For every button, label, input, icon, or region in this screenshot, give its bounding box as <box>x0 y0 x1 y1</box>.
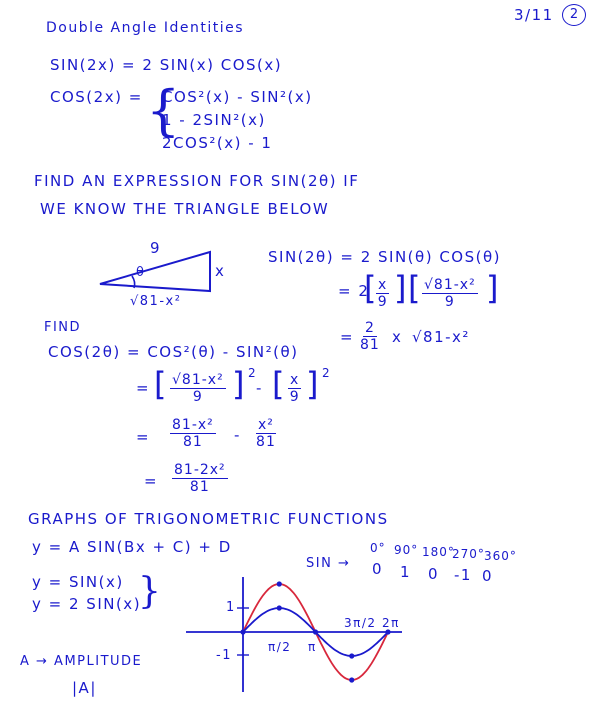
fraction-numerator: 81-x² <box>172 417 214 433</box>
fraction-denominator: 81 <box>256 434 276 450</box>
triangle-angle-label: θ <box>136 265 146 280</box>
fraction-denominator: 81 <box>360 337 380 353</box>
cos-case-2: 1 - 2SIN²(x) <box>162 111 266 129</box>
general-form-equation: y = A SIN(Bx + C) + D <box>32 538 232 556</box>
sin2theta-final-root: √81-x² <box>412 328 470 346</box>
sin2theta-eq3-prefix: = <box>340 328 355 346</box>
fraction-numerator: x <box>378 277 388 293</box>
fraction-denominator: 9 <box>377 294 388 310</box>
axis-label-neg1: -1 <box>216 648 232 663</box>
exponent-2-first: 2 <box>248 366 257 380</box>
triangle-opposite-label: x <box>215 262 226 280</box>
curve-point <box>240 629 245 634</box>
fraction-denominator: 9 <box>444 294 455 310</box>
degree-0: 0° <box>370 541 386 555</box>
curve-point <box>385 629 390 634</box>
bracket-close-3: ] <box>232 365 245 403</box>
sin-value-270: -1 <box>454 566 472 584</box>
axis-label-pi-half: π/2 <box>268 640 292 654</box>
axis-label-3pi-half: 3π/2 <box>344 616 377 630</box>
cos-double-angle-lhs: COS(2x) = <box>50 88 143 106</box>
sin-double-angle-identity: SIN(2x) = 2 SIN(x) COS(x) <box>50 56 283 74</box>
fraction-denominator: 81 <box>189 479 210 495</box>
cos2theta-line4-eq: = <box>144 472 159 490</box>
page-date: 3/11 <box>514 6 554 24</box>
sin-value-90: 1 <box>400 563 412 581</box>
bracket-close-2: ] <box>486 269 499 307</box>
amplitude-label: A → AMPLITUDE <box>20 654 143 669</box>
degree-270: 270° <box>452 547 485 561</box>
curve-point <box>277 605 282 610</box>
fraction-numerator: x² <box>258 417 274 433</box>
graph-equation-2: y = 2 SIN(x) <box>32 595 142 613</box>
cos2theta-line2-eq: = <box>136 379 151 397</box>
bracket-close-1: ] <box>394 269 407 307</box>
bracket-open-4: [ <box>272 365 285 403</box>
degree-90: 90° <box>394 543 419 557</box>
bracket-close-4: ] <box>306 365 319 403</box>
minus-sign-2: - <box>234 426 241 444</box>
cos-case-3: 2COS²(x) - 1 <box>162 134 273 152</box>
triangle-adjacent-label: √81-x² <box>130 294 182 309</box>
fraction-denominator: 81 <box>182 434 203 450</box>
times-sign: x <box>392 328 403 346</box>
amplitude-abs: |A| <box>72 679 97 697</box>
fraction-numerator: 81-2x² <box>174 462 226 478</box>
axis-label-1: 1 <box>226 600 236 615</box>
curve-point <box>349 653 354 658</box>
sin-values-label: SIN → <box>306 556 351 571</box>
fraction-numerator: √81-x² <box>424 277 476 293</box>
fraction-denominator: 9 <box>192 389 203 405</box>
sin-value-180: 0 <box>428 565 440 583</box>
fraction-numerator: 2 <box>364 320 375 336</box>
graph-equation-1: y = SIN(x) <box>32 573 124 591</box>
sin-value-0: 0 <box>372 560 384 578</box>
find-label: FIND <box>44 320 82 335</box>
equations-brace: } <box>138 571 161 612</box>
axis-label-pi: π <box>308 640 317 654</box>
fraction-numerator: x <box>290 372 300 388</box>
degree-180: 180° <box>422 545 455 559</box>
problem-line-2: WE KNOW THE TRIANGLE BELOW <box>40 200 330 218</box>
fraction-numerator: √81-x² <box>172 372 224 388</box>
bracket-open-1: [ <box>364 269 377 307</box>
degree-360: 360° <box>484 549 517 563</box>
bracket-open-2: [ <box>408 269 421 307</box>
problem-line-1: FIND AN EXPRESSION FOR SIN(2θ) IF <box>34 172 360 190</box>
page-number: 2 <box>569 7 579 22</box>
section-title-double-angle: Double Angle Identities <box>46 20 245 36</box>
sin2theta-eq2-prefix: = 2 <box>338 282 370 300</box>
fraction-denominator: 9 <box>289 389 300 405</box>
bracket-open-3: [ <box>154 365 167 403</box>
cos-case-1: COS²(x) - SIN²(x) <box>162 88 313 106</box>
graphs-section-title: GRAPHS OF TRIGONOMETRIC FUNCTIONS <box>28 510 389 528</box>
triangle-hypotenuse-label: 9 <box>150 239 162 257</box>
cos-cases-brace: { <box>146 79 181 142</box>
exponent-2-second: 2 <box>322 366 331 380</box>
sin-value-360: 0 <box>482 567 494 585</box>
cos2theta-line3-eq: = <box>136 428 151 446</box>
axis-label-2pi: 2π <box>382 616 400 630</box>
curve-point <box>349 677 354 682</box>
cos2theta-line-1: COS(2θ) = COS²(θ) - SIN²(θ) <box>48 343 299 361</box>
curve-point <box>277 581 282 586</box>
minus-sign: - <box>256 379 263 397</box>
curve-point <box>313 629 318 634</box>
sin2theta-line-1: SIN(2θ) = 2 SIN(θ) COS(θ) <box>268 248 502 266</box>
